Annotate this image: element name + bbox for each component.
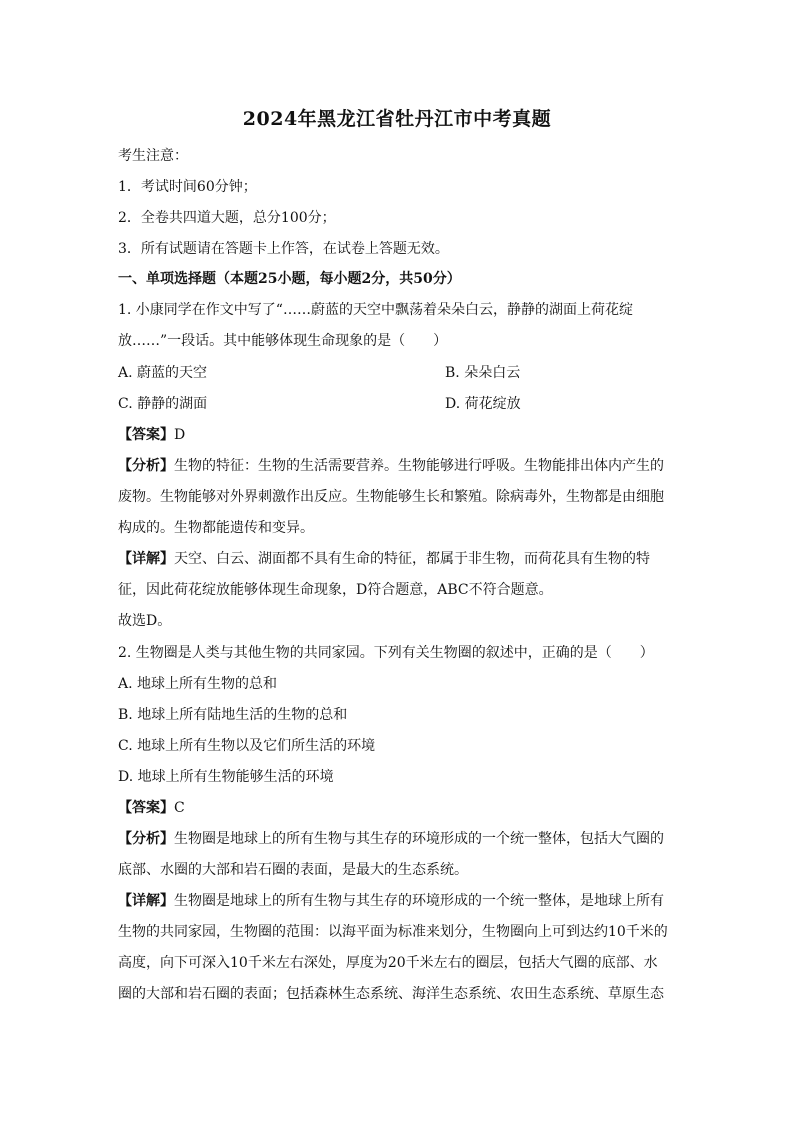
- page-title: 2024年黑龙江省牡丹江市中考真题: [242, 108, 552, 130]
- q2-option-a: A. 地球上所有生物的总和: [118, 676, 278, 692]
- q2-option-d: D. 地球上所有生物能够生活的环境: [118, 769, 334, 785]
- q1-option-d: D. 荷花绽放: [445, 396, 521, 412]
- q1-answer-tag: 【答案】: [118, 427, 174, 443]
- notice-item-3: 3．所有试题请在答题卡上作答，在试卷上答题无效。: [118, 241, 449, 257]
- q1-detail-line-2: 征，因此荷花绽放能够体现生命现象，D符合题意，ABC不符合题意。: [118, 582, 553, 598]
- q1-option-c: C. 静静的湖面: [118, 396, 208, 412]
- q2-detail-line-4: 圈的大部和岩石圈的表面；包括森林生态系统、海洋生态系统、农田生态系统、草原生态: [118, 986, 664, 1002]
- q2-analysis-text-1: 生物圈是地球上的所有生物与其生存的环境形成的一个统一整体，包括大气圈的: [174, 831, 664, 847]
- q1-detail-text-1: 天空、白云、湖面都不具有生命的特征，都属于非生物，而荷花具有生物的特: [174, 551, 650, 567]
- q2-answer-tag: 【答案】: [118, 800, 174, 816]
- q1-analysis-line-1: [118, 456, 678, 476]
- q2-detail-line-3: 高度，向下可深入10千米左右深处，厚度为20千米左右的圈层，包括大气圈的底部、水: [118, 955, 658, 971]
- q1-analysis-text-1: 生物的特征：生物的生活需要营养。生物能够进行呼吸。生物能排出体内产生的: [174, 458, 664, 474]
- q2-detail-text-1: 生物圈是地球上的所有生物与其生存的环境形成的一个统一整体，是地球上所有: [174, 893, 664, 909]
- q1-detail-tag: 【详解】: [118, 551, 174, 567]
- notice-item-1: 1．考试时间60分钟；: [118, 179, 257, 195]
- q2-stem: 2. 生物圈是人类与其他生物的共同家园。下列有关生物圈的叙述中，正确的是（ ）: [118, 645, 654, 661]
- q1-analysis-line-2: 废物。生物能够对外界刺激作出反应。生物能够生长和繁殖。除病毒外，生物都是由细胞: [118, 489, 664, 505]
- q1-answer: [118, 425, 678, 445]
- q2-detail-line-2: 生物的共同家园，生物圈的范围：以海平面为标准来划分，生物圈向上可到达约10千米的: [118, 924, 668, 940]
- q1-detail-line-1: [118, 549, 678, 569]
- q2-option-c: C. 地球上所有生物以及它们所生活的环境: [118, 738, 376, 754]
- q2-analysis-line-2: 底部、水圈的大部和岩石圈的表面，是最大的生态系统。: [118, 862, 468, 878]
- q1-option-b: B. 朵朵白云: [445, 365, 521, 381]
- q1-conclusion: 故选D。: [118, 613, 172, 629]
- notice-item-2: 2．全卷共四道大题，总分100分；: [118, 210, 336, 226]
- q1-option-a: A. 蔚蓝的天空: [118, 365, 208, 381]
- q2-detail-tag: 【详解】: [118, 893, 174, 909]
- q1-stem-line-1: 1. 小康同学在作文中写了“……蔚蓝的天空中飘荡着朵朵白云，静静的湖面上荷花绽: [118, 302, 633, 318]
- q2-analysis-tag: 【分析】: [118, 831, 174, 847]
- q2-answer-value: C: [174, 800, 185, 816]
- q2-analysis-line-1: [118, 829, 678, 849]
- section-heading: 一、单项选择题（本题25小题，每小题2分，共50分）: [118, 271, 461, 287]
- q1-stem-line-2: 放……”一段话。其中能够体现生命现象的是（ ）: [118, 333, 448, 349]
- q1-analysis-tag: 【分析】: [118, 458, 174, 474]
- notice-heading: 考生注意：: [118, 148, 188, 164]
- q2-answer: [118, 798, 678, 818]
- q2-detail-line-1: [118, 891, 678, 911]
- q1-analysis-line-3: 构成的。生物都能遗传和变异。: [118, 520, 314, 536]
- q1-answer-value: D: [174, 427, 186, 443]
- q2-option-b: B. 地球上所有陆地生活的生物的总和: [118, 707, 348, 723]
